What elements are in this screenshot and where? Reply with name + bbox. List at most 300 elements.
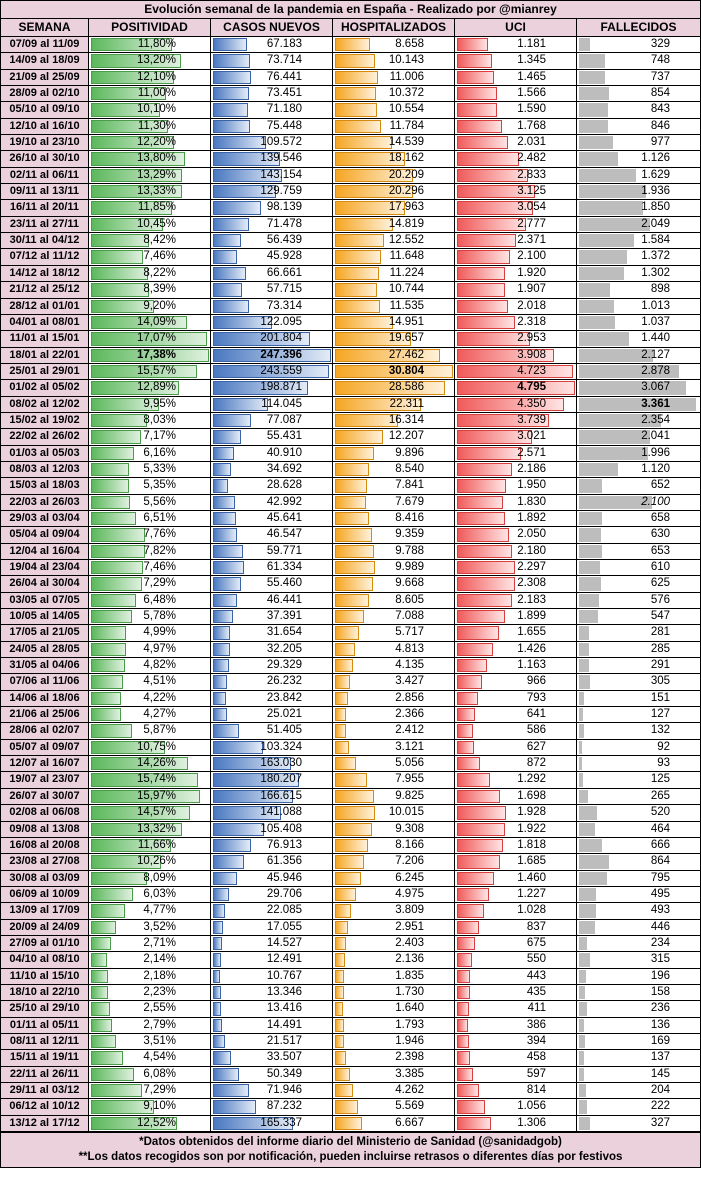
positividad-cell bbox=[89, 1050, 211, 1065]
hospitalizados-bar bbox=[335, 447, 374, 460]
casos-value: 29.329 bbox=[266, 659, 302, 672]
hospitalizados-bar bbox=[335, 512, 369, 525]
table-row bbox=[1, 838, 700, 854]
week-cell: 05/10 al 09/10 bbox=[1, 102, 89, 117]
hospitalizados-cell bbox=[333, 1050, 455, 1065]
fallecidos-cell bbox=[577, 625, 700, 640]
hospitalizados-value: 16.314 bbox=[388, 413, 424, 426]
fallecidos-cell bbox=[577, 1099, 700, 1114]
casos-bar bbox=[213, 528, 237, 541]
casos-cell bbox=[211, 168, 333, 183]
fallecidos-bar bbox=[579, 1084, 586, 1097]
fallecidos-bar bbox=[579, 577, 601, 590]
uci-value: 2.180 bbox=[517, 544, 546, 557]
casos-value: 51.405 bbox=[266, 724, 302, 737]
hospitalizados-bar bbox=[335, 1051, 346, 1064]
casos-cell bbox=[211, 822, 333, 837]
fallecidos-value: 3.067 bbox=[641, 381, 670, 394]
table-row bbox=[1, 1034, 700, 1050]
fallecidos-value: 92 bbox=[657, 740, 670, 753]
uci-value: 411 bbox=[527, 1002, 546, 1015]
uci-bar bbox=[457, 643, 493, 656]
hospitalizados-value: 7.955 bbox=[395, 773, 424, 786]
positividad-value: 4,54% bbox=[143, 1051, 176, 1064]
fallecidos-bar bbox=[579, 398, 696, 411]
hospitalizados-cell bbox=[333, 102, 455, 117]
casos-bar bbox=[213, 888, 229, 901]
casos-value: 17.055 bbox=[266, 920, 302, 933]
fallecidos-cell bbox=[577, 495, 700, 510]
casos-value: 56.439 bbox=[266, 234, 302, 247]
uci-bar bbox=[457, 773, 490, 786]
hospitalizados-value: 10.554 bbox=[388, 103, 424, 116]
uci-cell bbox=[455, 249, 577, 264]
uci-value: 3.908 bbox=[517, 348, 546, 361]
fallecidos-cell bbox=[577, 756, 700, 771]
uci-bar bbox=[457, 921, 479, 934]
uci-bar bbox=[457, 823, 505, 836]
fallecidos-value: 2.041 bbox=[641, 430, 670, 443]
uci-value: 1.566 bbox=[517, 87, 546, 100]
fallecidos-cell bbox=[577, 1018, 700, 1033]
uci-cell bbox=[455, 315, 577, 330]
fallecidos-value: 495 bbox=[650, 887, 670, 900]
positividad-bar bbox=[91, 479, 129, 492]
uci-cell bbox=[455, 527, 577, 542]
casos-cell bbox=[211, 282, 333, 297]
table-row bbox=[1, 446, 700, 462]
hospitalizados-value: 14.951 bbox=[388, 315, 424, 328]
positividad-value: 6,48% bbox=[143, 593, 176, 606]
fallecidos-value: 204 bbox=[650, 1084, 670, 1096]
hospitalizados-bar bbox=[335, 823, 372, 836]
week-cell: 08/11 al 12/11 bbox=[1, 1034, 89, 1049]
positividad-value: 10,45% bbox=[136, 217, 176, 230]
positividad-value: 4,99% bbox=[143, 626, 176, 639]
hospitalizados-cell bbox=[333, 871, 455, 886]
hospitalizados-value: 2.136 bbox=[395, 953, 424, 966]
hospitalizados-bar bbox=[335, 87, 376, 100]
hospitalizados-bar bbox=[335, 904, 351, 917]
positividad-value: 14,57% bbox=[136, 806, 176, 819]
table-row bbox=[1, 691, 700, 707]
week-cell: 15/11 al 19/11 bbox=[1, 1050, 89, 1065]
uci-cell bbox=[455, 642, 577, 657]
uci-cell bbox=[455, 168, 577, 183]
uci-bar bbox=[457, 855, 500, 868]
week-cell: 10/05 al 14/05 bbox=[1, 609, 89, 624]
fallecidos-bar bbox=[579, 234, 634, 247]
casos-value: 76.441 bbox=[266, 70, 302, 83]
uci-cell bbox=[455, 985, 577, 1000]
positividad-bar bbox=[91, 659, 125, 672]
casos-bar bbox=[213, 201, 261, 214]
table-row bbox=[1, 380, 700, 396]
table-title: Evolución semanal de la pandemia en España - Realizado por @mianrey bbox=[1, 1, 700, 19]
hospitalizados-cell bbox=[333, 723, 455, 738]
positividad-cell bbox=[89, 37, 211, 52]
fallecidos-value: 864 bbox=[650, 855, 670, 868]
fallecidos-bar bbox=[579, 103, 608, 116]
hospitalizados-value: 8.166 bbox=[395, 838, 424, 851]
casos-value: 180.207 bbox=[260, 773, 302, 786]
positividad-bar bbox=[91, 1084, 142, 1097]
positividad-value: 3,52% bbox=[143, 920, 176, 933]
hospitalizados-value: 9.668 bbox=[395, 577, 424, 590]
casos-bar bbox=[213, 54, 250, 67]
uci-value: 1.685 bbox=[517, 855, 546, 868]
casos-bar bbox=[213, 692, 226, 705]
hospitalizados-bar bbox=[335, 300, 380, 313]
fallecidos-value: 145 bbox=[650, 1067, 670, 1080]
fallecidos-value: 234 bbox=[650, 936, 670, 949]
positividad-cell bbox=[89, 462, 211, 477]
week-cell: 07/09 al 11/09 bbox=[1, 37, 89, 52]
positividad-cell bbox=[89, 903, 211, 918]
casos-bar bbox=[213, 300, 249, 313]
casos-cell bbox=[211, 1116, 333, 1131]
uci-value: 1.950 bbox=[517, 479, 546, 492]
uci-value: 3.125 bbox=[517, 185, 546, 198]
casos-bar bbox=[213, 872, 237, 885]
uci-cell bbox=[455, 952, 577, 967]
casos-cell bbox=[211, 740, 333, 755]
fallecidos-bar bbox=[579, 953, 590, 966]
fallecidos-cell bbox=[577, 544, 700, 559]
hospitalizados-value: 3.121 bbox=[395, 740, 424, 753]
fallecidos-cell bbox=[577, 952, 700, 967]
table-row bbox=[1, 740, 700, 756]
hospitalizados-cell bbox=[333, 1034, 455, 1049]
casos-value: 46.441 bbox=[266, 593, 302, 606]
casos-cell bbox=[211, 495, 333, 510]
hospitalizados-cell bbox=[333, 119, 455, 134]
hospitalizados-cell bbox=[333, 331, 455, 346]
positividad-bar bbox=[91, 267, 148, 280]
uci-bar bbox=[457, 381, 575, 394]
uci-cell bbox=[455, 397, 577, 412]
table-row bbox=[1, 772, 700, 788]
fallecidos-cell bbox=[577, 838, 700, 853]
positividad-value: 11,30% bbox=[137, 119, 176, 132]
fallecidos-bar bbox=[579, 54, 605, 67]
fallecidos-value: 291 bbox=[650, 659, 670, 672]
hospitalizados-cell bbox=[333, 642, 455, 657]
positividad-bar bbox=[91, 921, 116, 934]
fallecidos-cell bbox=[577, 135, 700, 150]
table-row bbox=[1, 331, 700, 347]
hospitalizados-bar bbox=[335, 250, 381, 263]
hospitalizados-cell bbox=[333, 609, 455, 624]
uci-bar bbox=[457, 872, 494, 885]
hospitalizados-bar bbox=[335, 741, 349, 754]
positividad-cell bbox=[89, 544, 211, 559]
casos-bar bbox=[213, 577, 241, 590]
positividad-cell bbox=[89, 315, 211, 330]
casos-bar bbox=[213, 103, 248, 116]
casos-bar bbox=[213, 447, 234, 460]
fallecidos-value: 1.120 bbox=[641, 462, 670, 475]
positividad-cell bbox=[89, 723, 211, 738]
casos-value: 55.460 bbox=[266, 577, 302, 590]
fallecidos-value: 1.584 bbox=[641, 234, 670, 247]
hospitalizados-value: 11.224 bbox=[389, 266, 424, 279]
hospitalizados-value: 2.856 bbox=[395, 691, 424, 704]
casos-cell bbox=[211, 527, 333, 542]
casos-value: 29.706 bbox=[266, 887, 302, 900]
positividad-cell bbox=[89, 691, 211, 706]
uci-cell bbox=[455, 707, 577, 722]
casos-value: 31.654 bbox=[266, 626, 302, 639]
fallecidos-cell bbox=[577, 70, 700, 85]
positividad-cell bbox=[89, 299, 211, 314]
casos-value: 129.759 bbox=[260, 185, 302, 198]
uci-cell bbox=[455, 86, 577, 101]
positividad-bar bbox=[91, 626, 126, 639]
positividad-cell bbox=[89, 119, 211, 134]
table-row bbox=[1, 674, 700, 690]
uci-bar bbox=[457, 708, 475, 721]
positividad-value: 5,78% bbox=[143, 610, 176, 623]
hospitalizados-cell bbox=[333, 887, 455, 902]
casos-value: 141.088 bbox=[260, 806, 302, 819]
table-row bbox=[1, 969, 700, 985]
uci-bar bbox=[457, 888, 489, 901]
fallecidos-cell bbox=[577, 822, 700, 837]
week-cell: 14/12 al 18/12 bbox=[1, 266, 89, 281]
casos-bar bbox=[213, 120, 250, 133]
positividad-bar bbox=[91, 937, 111, 950]
casos-value: 109.572 bbox=[260, 136, 302, 149]
week-cell: 05/04 al 09/04 bbox=[1, 527, 89, 542]
uci-value: 1.892 bbox=[517, 511, 546, 524]
uci-cell bbox=[455, 299, 577, 314]
fallecidos-bar bbox=[579, 1100, 587, 1113]
table-body bbox=[1, 37, 700, 1132]
fallecidos-bar bbox=[579, 757, 582, 770]
uci-value: 4.723 bbox=[517, 364, 546, 377]
uci-bar bbox=[457, 610, 505, 623]
hospitalizados-cell bbox=[333, 920, 455, 935]
uci-cell bbox=[455, 723, 577, 738]
table-row bbox=[1, 266, 700, 282]
positividad-bar bbox=[91, 953, 107, 966]
hospitalizados-bar bbox=[335, 872, 361, 885]
casos-cell bbox=[211, 200, 333, 215]
hospitalizados-cell bbox=[333, 37, 455, 52]
hospitalizados-bar bbox=[335, 136, 392, 149]
positividad-value: 8,09% bbox=[143, 871, 176, 884]
uci-bar bbox=[457, 741, 474, 754]
fallecidos-bar bbox=[579, 250, 627, 263]
casos-value: 76.913 bbox=[266, 838, 302, 851]
footer-reporting-note: **Los datos recogidos son por notificación, pueden incluirse retrasos o diferentes días por festivos bbox=[78, 1151, 623, 1164]
positividad-cell bbox=[89, 969, 211, 984]
positividad-value: 4,51% bbox=[143, 675, 176, 688]
positividad-cell bbox=[89, 1018, 211, 1033]
week-cell: 16/11 al 20/11 bbox=[1, 200, 89, 215]
hospitalizados-bar bbox=[335, 659, 353, 672]
fallecidos-value: 1.037 bbox=[641, 315, 670, 328]
casos-value: 28.628 bbox=[266, 479, 302, 492]
footer-notes bbox=[1, 1132, 700, 1167]
hospitalizados-bar bbox=[335, 937, 346, 950]
hospitalizados-cell bbox=[333, 527, 455, 542]
uci-value: 4.350 bbox=[517, 397, 546, 410]
uci-cell bbox=[455, 1050, 577, 1065]
fallecidos-cell bbox=[577, 920, 700, 935]
fallecidos-cell bbox=[577, 936, 700, 951]
table-row bbox=[1, 511, 700, 527]
fallecidos-cell bbox=[577, 315, 700, 330]
week-cell: 07/12 al 11/12 bbox=[1, 249, 89, 264]
uci-value: 2.183 bbox=[517, 593, 546, 606]
table-row bbox=[1, 200, 700, 216]
casos-value: 37.391 bbox=[266, 610, 302, 623]
casos-bar bbox=[213, 823, 264, 836]
uci-cell bbox=[455, 772, 577, 787]
positividad-cell bbox=[89, 756, 211, 771]
casos-bar bbox=[213, 643, 230, 656]
positividad-cell bbox=[89, 674, 211, 689]
positividad-cell bbox=[89, 446, 211, 461]
table-row bbox=[1, 789, 700, 805]
casos-value: 34.692 bbox=[266, 462, 302, 475]
hospitalizados-cell bbox=[333, 217, 455, 232]
hospitalizados-cell bbox=[333, 70, 455, 85]
hospitalizados-value: 2.366 bbox=[395, 708, 424, 721]
hospitalizados-value: 22.311 bbox=[389, 397, 424, 410]
hospitalizados-bar bbox=[335, 1068, 350, 1081]
hospitalizados-value: 9.788 bbox=[395, 544, 424, 557]
hospitalizados-value: 8.658 bbox=[395, 38, 424, 50]
positividad-bar bbox=[91, 430, 141, 443]
hospitalizados-cell bbox=[333, 707, 455, 722]
positividad-cell bbox=[89, 740, 211, 755]
casos-bar bbox=[213, 1002, 221, 1015]
fallecidos-bar bbox=[579, 169, 636, 182]
hospitalizados-cell bbox=[333, 348, 455, 363]
casos-bar bbox=[213, 479, 228, 492]
fallecidos-bar bbox=[579, 806, 597, 819]
table-row bbox=[1, 495, 700, 511]
uci-cell bbox=[455, 53, 577, 68]
hospitalizados-value: 17.963 bbox=[388, 201, 424, 214]
positividad-value: 9,10% bbox=[143, 1100, 176, 1113]
fallecidos-value: 132 bbox=[650, 724, 670, 737]
hospitalizados-bar bbox=[335, 267, 379, 280]
positividad-value: 12,89% bbox=[136, 381, 176, 394]
uci-cell bbox=[455, 805, 577, 820]
uci-value: 2.308 bbox=[517, 577, 546, 590]
hospitalizados-value: 8.416 bbox=[395, 511, 424, 524]
positividad-bar bbox=[91, 675, 123, 688]
casos-cell bbox=[211, 854, 333, 869]
hospitalizados-value: 3.809 bbox=[395, 904, 424, 917]
uci-cell bbox=[455, 576, 577, 591]
casos-bar bbox=[213, 594, 237, 607]
casos-value: 122.095 bbox=[260, 315, 302, 328]
table-row bbox=[1, 119, 700, 135]
positividad-cell bbox=[89, 495, 211, 510]
casos-value: 139.546 bbox=[260, 152, 302, 165]
positividad-cell bbox=[89, 576, 211, 591]
table-row bbox=[1, 707, 700, 723]
week-cell: 22/02 al 26/02 bbox=[1, 429, 89, 444]
positividad-cell bbox=[89, 151, 211, 166]
fallecidos-value: 658 bbox=[650, 511, 670, 524]
casos-cell bbox=[211, 609, 333, 624]
uci-cell bbox=[455, 135, 577, 150]
week-cell: 19/07 al 23/07 bbox=[1, 772, 89, 787]
hospitalizados-cell bbox=[333, 135, 455, 150]
fallecidos-value: 3.361 bbox=[641, 397, 670, 410]
uci-bar bbox=[457, 136, 508, 149]
uci-cell bbox=[455, 200, 577, 215]
uci-cell bbox=[455, 348, 577, 363]
positividad-value: 13,20% bbox=[136, 54, 176, 67]
fallecidos-value: 846 bbox=[650, 119, 670, 132]
hospitalizados-cell bbox=[333, 625, 455, 640]
positividad-cell bbox=[89, 1034, 211, 1049]
positividad-value: 13,33% bbox=[136, 185, 176, 198]
fallecidos-value: 2.100 bbox=[641, 495, 670, 508]
casos-cell bbox=[211, 315, 333, 330]
positividad-bar bbox=[91, 692, 121, 705]
hospitalizados-value: 18.162 bbox=[388, 152, 424, 165]
uci-bar bbox=[457, 545, 512, 558]
positividad-value: 4,77% bbox=[143, 904, 176, 917]
casos-cell bbox=[211, 871, 333, 886]
positividad-cell bbox=[89, 331, 211, 346]
fallecidos-value: 1.996 bbox=[641, 446, 670, 459]
casos-cell bbox=[211, 249, 333, 264]
table-row bbox=[1, 233, 700, 249]
casos-cell bbox=[211, 86, 333, 101]
uci-bar bbox=[457, 986, 470, 999]
fallecidos-bar bbox=[579, 528, 601, 541]
positividad-bar bbox=[91, 447, 134, 460]
fallecidos-cell bbox=[577, 397, 700, 412]
hospitalizados-bar bbox=[335, 577, 373, 590]
uci-cell bbox=[455, 478, 577, 493]
uci-bar bbox=[457, 1117, 491, 1130]
uci-bar bbox=[457, 316, 515, 329]
positividad-cell bbox=[89, 249, 211, 264]
casos-value: 73.714 bbox=[266, 54, 302, 67]
hospitalizados-bar bbox=[335, 839, 368, 852]
fallecidos-value: 136 bbox=[650, 1018, 670, 1031]
hospitalizados-cell bbox=[333, 805, 455, 820]
uci-cell bbox=[455, 331, 577, 346]
fallecidos-value: 1.936 bbox=[641, 185, 670, 198]
casos-cell bbox=[211, 233, 333, 248]
table-row bbox=[1, 560, 700, 576]
casos-value: 66.661 bbox=[266, 266, 302, 279]
uci-cell bbox=[455, 282, 577, 297]
fallecidos-cell bbox=[577, 609, 700, 624]
positividad-value: 6,08% bbox=[143, 1067, 176, 1080]
hospitalizados-bar bbox=[335, 790, 374, 803]
positividad-bar bbox=[91, 724, 132, 737]
fallecidos-bar bbox=[579, 626, 589, 639]
hospitalizados-value: 1.946 bbox=[395, 1034, 424, 1047]
uci-value: 2.297 bbox=[517, 561, 546, 573]
casos-value: 247.396 bbox=[260, 348, 302, 361]
hospitalizados-bar bbox=[335, 594, 369, 607]
fallecidos-value: 748 bbox=[650, 54, 670, 67]
casos-cell bbox=[211, 936, 333, 951]
